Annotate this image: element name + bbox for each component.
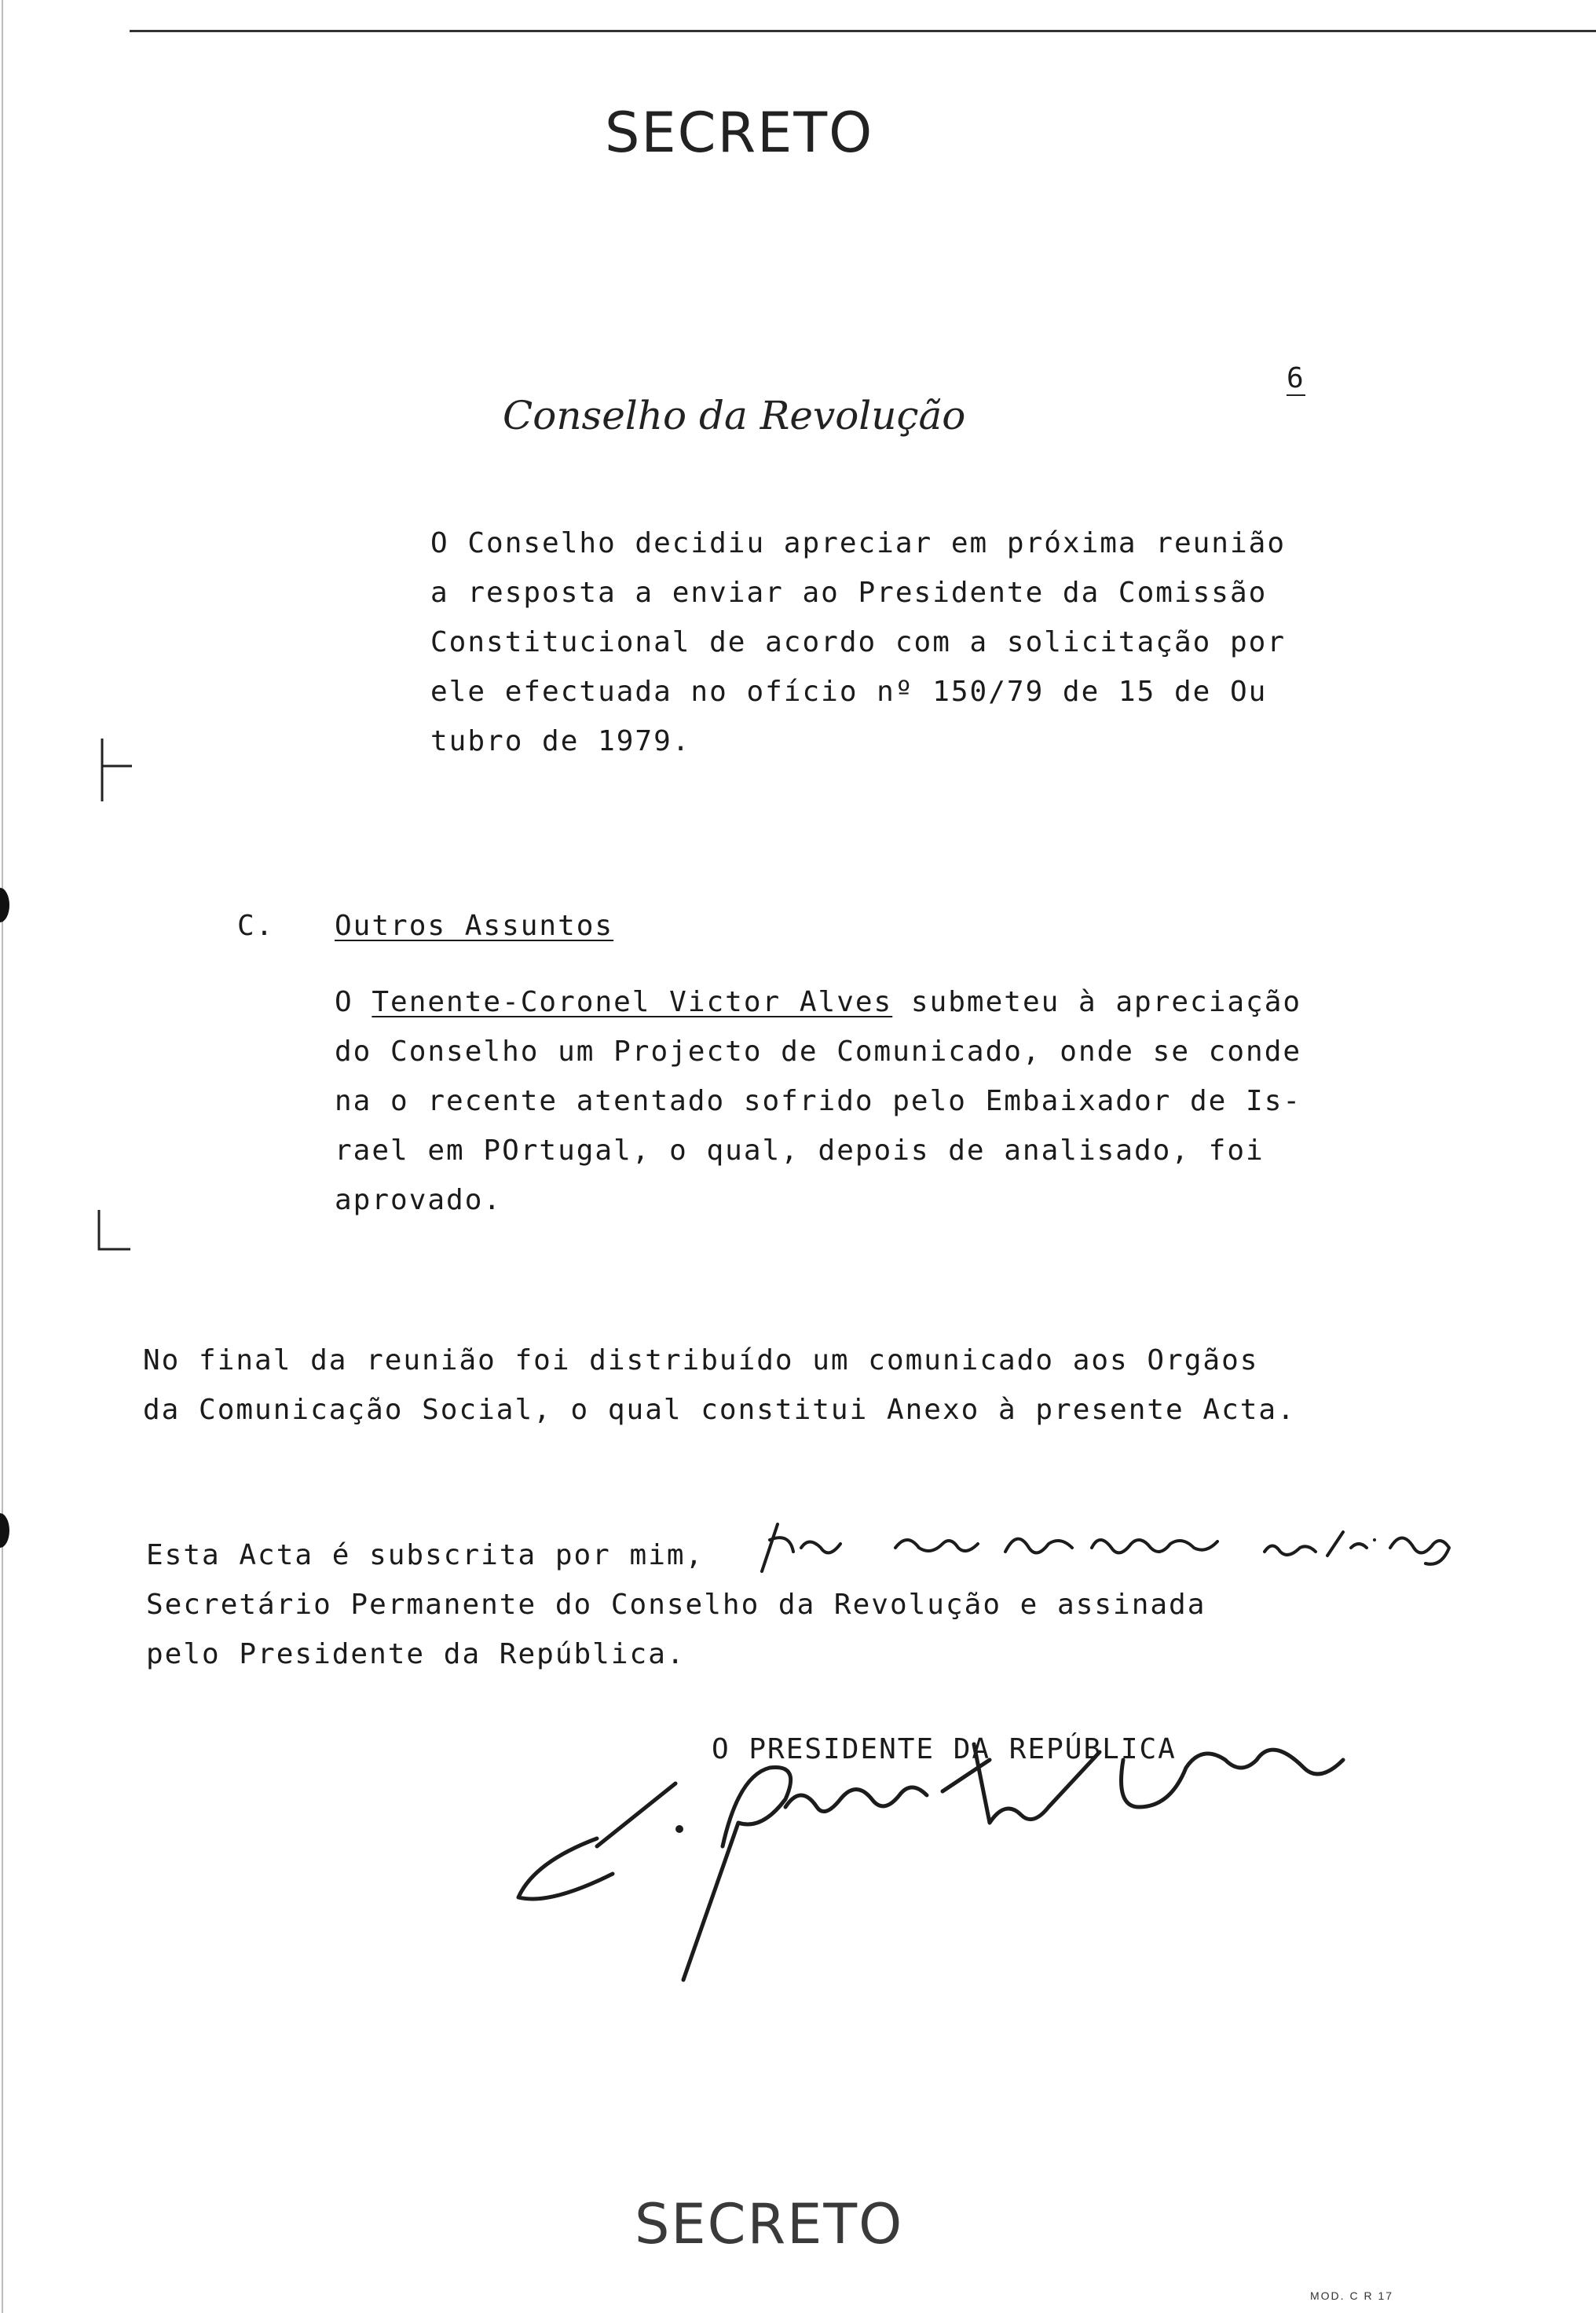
margin-bracket-bottom <box>93 1206 140 1261</box>
page-number: 6 <box>1287 362 1305 394</box>
paragraph-line: aprovado. <box>335 1184 503 1216</box>
paragraph-line: ele efectuada no ofício nº 150/79 de 15 de Ou <box>430 676 1268 708</box>
paragraph-line: na o recente atentado sofrido pelo Embaixador de Is- <box>335 1085 1302 1117</box>
header-secret-stamp: SECRETO <box>605 101 874 165</box>
paragraph-line: O Tenente-Coronel Victor Alves submeteu à apreciação <box>335 986 1302 1018</box>
secretary-signature <box>746 1516 1469 1587</box>
paragraph-line: tubro de 1979. <box>430 725 691 757</box>
president-signature <box>503 1728 1414 1996</box>
paragraph-1 <box>430 519 1286 766</box>
section-c-body <box>335 977 1301 1225</box>
paragraph-line: Constitucional de acordo com a solicitação por <box>430 626 1286 658</box>
paragraph-line: No final da reunião foi distribuído um comunicado aos Orgãos <box>143 1344 1259 1376</box>
paragraph-line: a resposta a enviar ao Presidente da Comissão <box>430 577 1268 609</box>
paragraph-line: do Conselho um Projecto de Comunicado, onde se conde <box>335 1036 1302 1068</box>
paragraph-line: pelo Presidente da República. <box>146 1638 686 1670</box>
top-rule <box>130 30 1596 32</box>
letterhead-title: Conselho da Revolução <box>503 393 966 438</box>
paragraph-line: Esta Acta é subscrita por mim, <box>146 1539 705 1571</box>
paragraph-line: Secretário Permanente do Conselho da Revolução e assinada <box>146 1589 1206 1621</box>
section-c-heading: Outros Assuntos <box>335 910 614 942</box>
paragraph-line: da Comunicação Social, o qual constitui Anexo à presente Acta. <box>143 1394 1296 1426</box>
left-edge-line <box>2 0 3 2313</box>
footer-secret-stamp: SECRETO <box>635 2192 904 2256</box>
form-code: MOD. C R 17 <box>1310 2289 1394 2302</box>
section-c-marker: C. <box>237 910 275 942</box>
punch-hole-bottom <box>0 1513 9 1548</box>
punch-hole-top <box>0 888 9 922</box>
signature-title: O PRESIDENTE DA REPÚBLICA <box>712 1733 1177 1765</box>
margin-bracket-top <box>94 731 141 809</box>
person-name: Tenente-Coronel Victor Alves <box>372 986 893 1018</box>
paragraph-line: O Conselho decidiu apreciar em próxima reunião <box>430 527 1286 559</box>
paragraph-line: rael em POrtugal, o qual, depois de analisado, foi <box>335 1135 1265 1167</box>
closing-paragraph <box>143 1336 1296 1435</box>
